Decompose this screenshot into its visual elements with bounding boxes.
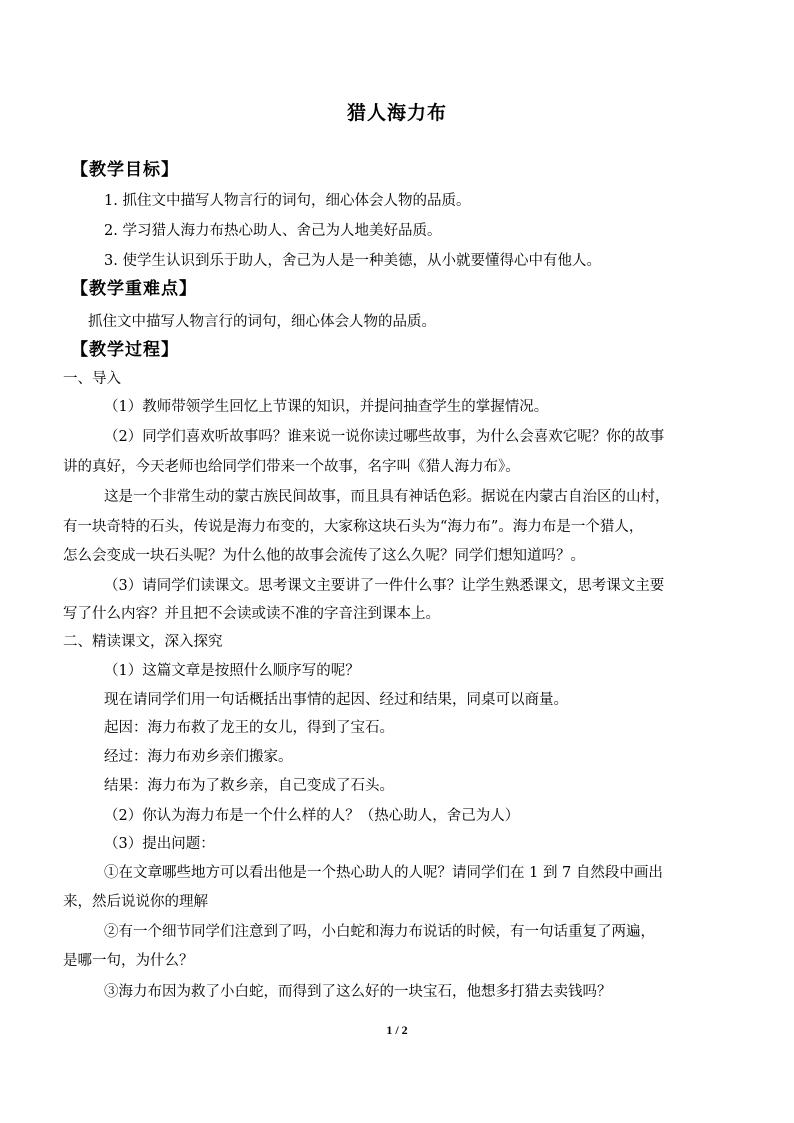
paragraph-line: ①在文章哪些地方可以看出他是一个热心助人的人呢？请同学们在 1 到 7 自然段中画出 [104, 865, 663, 881]
paragraph-line: （1）这篇文章是按照什么顺序写的呢？ [104, 663, 360, 679]
paragraph-line: （2）你认为海力布是一个什么样的人？（热心助人，舍己为人） [104, 808, 520, 824]
objective-item: 2. 学习猎人海力布热心助人、舍己为人地美好品质。 [104, 223, 442, 239]
process-heading: 【教学过程】 [71, 340, 179, 360]
paragraph-line: （1）教师带领学生回忆上节课的知识，并提问抽查学生的掌握情况。 [104, 399, 549, 415]
paragraph-line: ②有一个细节同学们注意到了吗，小白蛇和海力布说话的时候，有一句话重复了两遍， [104, 924, 655, 940]
paragraph-line: （3）请同学们读课文。思考课文主要讲了一件什么事？让学生熟悉课文，思考课文主要 [104, 578, 665, 594]
paragraph-line: （3）提出问题： [104, 836, 215, 852]
document-title: 猎人海力布 [346, 102, 447, 124]
part2-heading: 二、精读课文，深入探究 [63, 634, 223, 650]
paragraph-line: 结果：海力布为了救乡亲，自己变成了石头。 [104, 778, 394, 794]
part1-heading: 一、导入 [63, 371, 121, 387]
paragraph-line: ③海力布因为救了小白蛇，而得到了这么好的一块宝石，他想多打猎去卖钱吗？ [104, 984, 612, 1000]
paragraph-line: 讲的真好，今天老师也给同学们带来一个故事，名字叫《猎人海力布》。 [63, 459, 520, 475]
page-number: 1 / 2 [386, 1023, 408, 1037]
paragraph-line: 是哪一句，为什么？ [63, 953, 194, 969]
paragraph-line: 起因：海力布救了龙王的女儿，得到了宝石。 [104, 720, 394, 736]
paragraph-line: 怎么会变成一块石头呢？为什么他的故事会流传了这么久呢？同学们想知道吗？。 [63, 548, 585, 564]
paragraph-line: 这是一个非常生动的蒙古族民间故事，而且具有神话色彩。据说在内蒙古自治区的山村， [104, 489, 670, 505]
key-points-heading: 【教学重难点】 [71, 279, 197, 299]
objectives-heading: 【教学目标】 [71, 160, 179, 180]
paragraph-line: 来，然后说说你的理解 [63, 894, 208, 910]
paragraph-line: 有一块奇特的石头，传说是海力布变的，大家称这块石头为“海力布”。海力布是一个猎人， [63, 519, 644, 535]
paragraph-line: （2）同学们喜欢听故事吗？谁来说一说你读过哪些故事，为什么会喜欢它呢？你的故事 [104, 429, 665, 445]
paragraph-line: 写了什么内容？并且把不会读或读不准的字音注到课本上。 [63, 606, 440, 622]
objective-item: 1. 抓住文中描写人物言行的词句，细心体会人物的品质。 [104, 193, 471, 209]
paragraph-line: 现在请同学们用一句话概括出事情的起因、经过和结果，同桌可以商量。 [104, 692, 568, 708]
objective-item: 3. 使学生认识到乐于助人，舍己为人是一种美德，从小就要懂得心中有他人。 [104, 253, 601, 269]
key-points-text: 抓住文中描写人物言行的词句，细心体会人物的品质。 [88, 314, 436, 330]
paragraph-line: 经过：海力布劝乡亲们搬家。 [104, 749, 293, 765]
